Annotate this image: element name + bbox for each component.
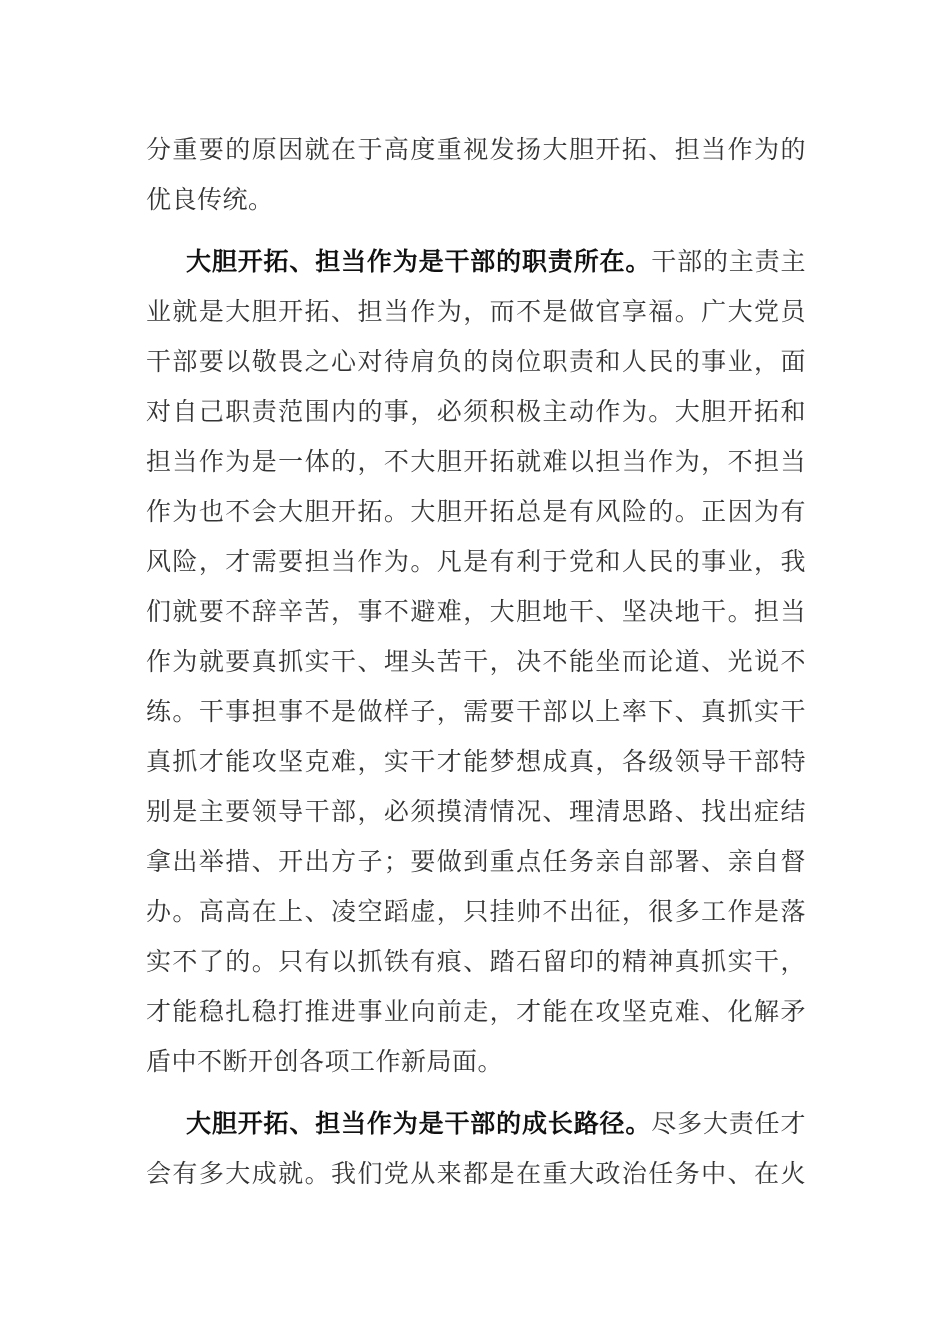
para2-line: 别是主要领导干部，必须摸清情况、理清思路、找出症结: [146, 797, 806, 826]
para2-line: 对自己职责范围内的事，必须积极主动作为。大胆开拓和: [146, 397, 806, 426]
para1-line-1: 分重要的原因就在于高度重视发扬大胆开拓、担当作为的: [146, 135, 806, 164]
para2-line: 实不了的。只有以抓铁有痕、踏石留印的精神真抓实干，: [146, 947, 806, 976]
para2-line: 风险，才需要担当作为。凡是有利于党和人民的事业，我: [146, 547, 806, 576]
para2-line: 担当作为是一体的，不大胆开拓就难以担当作为，不担当: [146, 447, 806, 476]
para2-line: 拿出举措、开出方子；要做到重点任务亲自部署、亲自督: [146, 847, 806, 876]
para2-line: 干部要以敬畏之心对待肩负的岗位职责和人民的事业，面: [146, 347, 806, 376]
para2-line: 作为也不会大胆开拓。大胆开拓总是有风险的。正因为有: [146, 497, 806, 526]
para2-line: 业就是大胆开拓、担当作为，而不是做官享福。广大党员: [146, 297, 806, 326]
para2-heading: 大胆开拓、担当作为是干部的职责所在。: [186, 247, 652, 276]
para2-line: 办。高高在上、凌空蹈虚，只挂帅不出征，很多工作是落: [146, 897, 806, 926]
para2-line: 才能稳扎稳打推进事业向前走，才能在攻坚克难、化解矛: [146, 997, 806, 1026]
para2-line: 们就要不辞辛苦，事不避难，大胆地干、坚决地干。担当: [146, 597, 806, 626]
para2-line: 真抓才能攻坚克难，实干才能梦想成真，各级领导干部特: [146, 747, 806, 776]
para3-first-line-rest: 尽多大责任才: [651, 1109, 806, 1138]
para1-line-2: 优良传统。: [146, 185, 274, 214]
para2-line: 作为就要真抓实干、埋头苦干，决不能坐而论道、光说不: [146, 647, 806, 676]
para2-first-line-rest: 干部的主责主: [651, 247, 806, 276]
para2-line: 练。干事担事不是做样子，需要干部以上率下、真抓实干: [146, 697, 806, 726]
para2-first-line: [146, 245, 806, 279]
para3-line: 会有多大成就。我们党从来都是在重大政治任务中、在火: [146, 1159, 806, 1188]
para3-heading: 大胆开拓、担当作为是干部的成长路径。: [186, 1109, 652, 1138]
para3-first-line: [146, 1107, 806, 1141]
para2-line-last: 盾中不断开创各项工作新局面。: [146, 1047, 504, 1076]
